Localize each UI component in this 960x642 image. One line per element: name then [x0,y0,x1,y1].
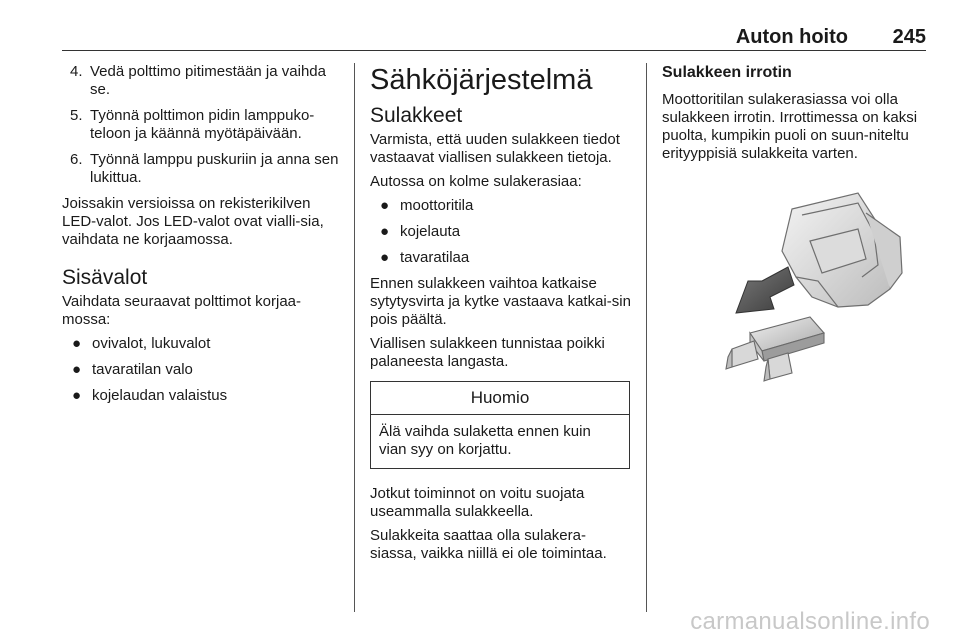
fusebox-list [370,197,632,267]
bullet: ● [72,335,82,352]
watermark: carmanualsonline.info [690,608,930,635]
list-item [62,387,344,405]
column-left [62,63,344,413]
list-item-text: tavaratilaa [400,249,470,266]
list-item-text: tavaratilan valo [92,361,193,378]
notice-text: Älä vaihda sulaketta ennen kuin vian syy on korjattu. [379,423,591,458]
paragraph: Jotkut toiminnot on voitu suojata useammalla sulakkeella. [370,485,585,520]
header-divider [62,50,926,51]
steps-list [62,63,344,187]
paragraph: Autossa on kolme sulakerasiaa: [370,173,582,190]
paragraph: Viallisen sulakkeen tunnistaa poikki palaneesta langasta. [370,335,605,370]
step-number: 5. [70,107,83,124]
list-item [62,335,344,353]
bullet: ● [380,223,390,240]
column-divider [646,63,647,612]
step-item [62,107,344,143]
puller-clip-shape [782,193,902,307]
column-middle [370,63,632,569]
list-item [62,361,344,379]
fuse-puller-illustration [662,181,928,389]
list-item [370,223,632,241]
notice-box [370,381,630,469]
column-divider [354,63,355,612]
step-number: 4. [70,63,83,80]
list-item-text: kojelaudan valaistus [92,387,228,404]
step-text: Työnnä polttimon pidin lamppuko-teloon ja käännä myötäpäivään. [90,107,315,142]
step-text: Vedä polttimo pitimestään ja vaihda se. [90,63,326,98]
paragraph: Ennen sulakkeen vaihtoa katkaise sytytysvirta ja kytke vastaava katkai-sin pois päältä. [370,275,631,328]
mini-fuse-shape [726,317,824,381]
heading-sulakkeet: Sulakkeet [370,104,463,127]
paragraph: Moottoritilan sulakerasiassa voi olla sulakkeen irrotin. Irrottimessa on kaksi puolta, kumpikin puoli on suun-niteltu erityyppisiä sulakkeita varten. [662,91,918,162]
notice-title: Huomio [371,382,629,415]
arrow-icon [736,267,794,313]
step-item [62,151,344,187]
bullet: ● [72,361,82,378]
list-item-text: moottoritila [400,197,474,214]
paragraph: Varmista, että uuden sulakkeen tiedot vastaavat viallisen sulakkeen tietoja. [370,131,620,166]
intro-paragraph: Vaihdata seuraavat polttimot korjaa-mossa: [62,293,302,328]
list-item-text: kojelauta [400,223,461,240]
paragraph: Sulakkeita saattaa olla sulakera-siassa, vaikka niillä ei ole toimintaa. [370,527,607,562]
heading-sulakkeen-irrotin: Sulakkeen irrotin [662,64,792,81]
section-title: Auton hoito [735,26,848,48]
page-header [62,26,926,50]
page-number: 245 [892,26,926,48]
list-item-text: ovivalot, lukuvalot [92,335,211,352]
list-item [370,249,632,267]
fuse-puller-image [662,181,928,389]
column-right [662,63,928,389]
list-item [370,197,632,215]
step-number: 6. [70,151,83,168]
bullet: ● [380,249,390,266]
heading-sahkojarjestelma: Sähköjärjestelmä [370,64,593,96]
led-paragraph: Joissakin versioissa on rekisterikilven LED-valot. Jos LED-valot ovat vialli-sia, vaihdata ne korjaamossa. [62,195,324,248]
bullet: ● [72,387,82,404]
bulb-list [62,335,344,405]
step-text: Työnnä lamppu puskuriin ja anna sen lukittua. [90,151,339,186]
step-item [62,63,344,99]
bullet: ● [380,197,390,214]
heading-sisavalot: Sisävalot [62,266,148,289]
